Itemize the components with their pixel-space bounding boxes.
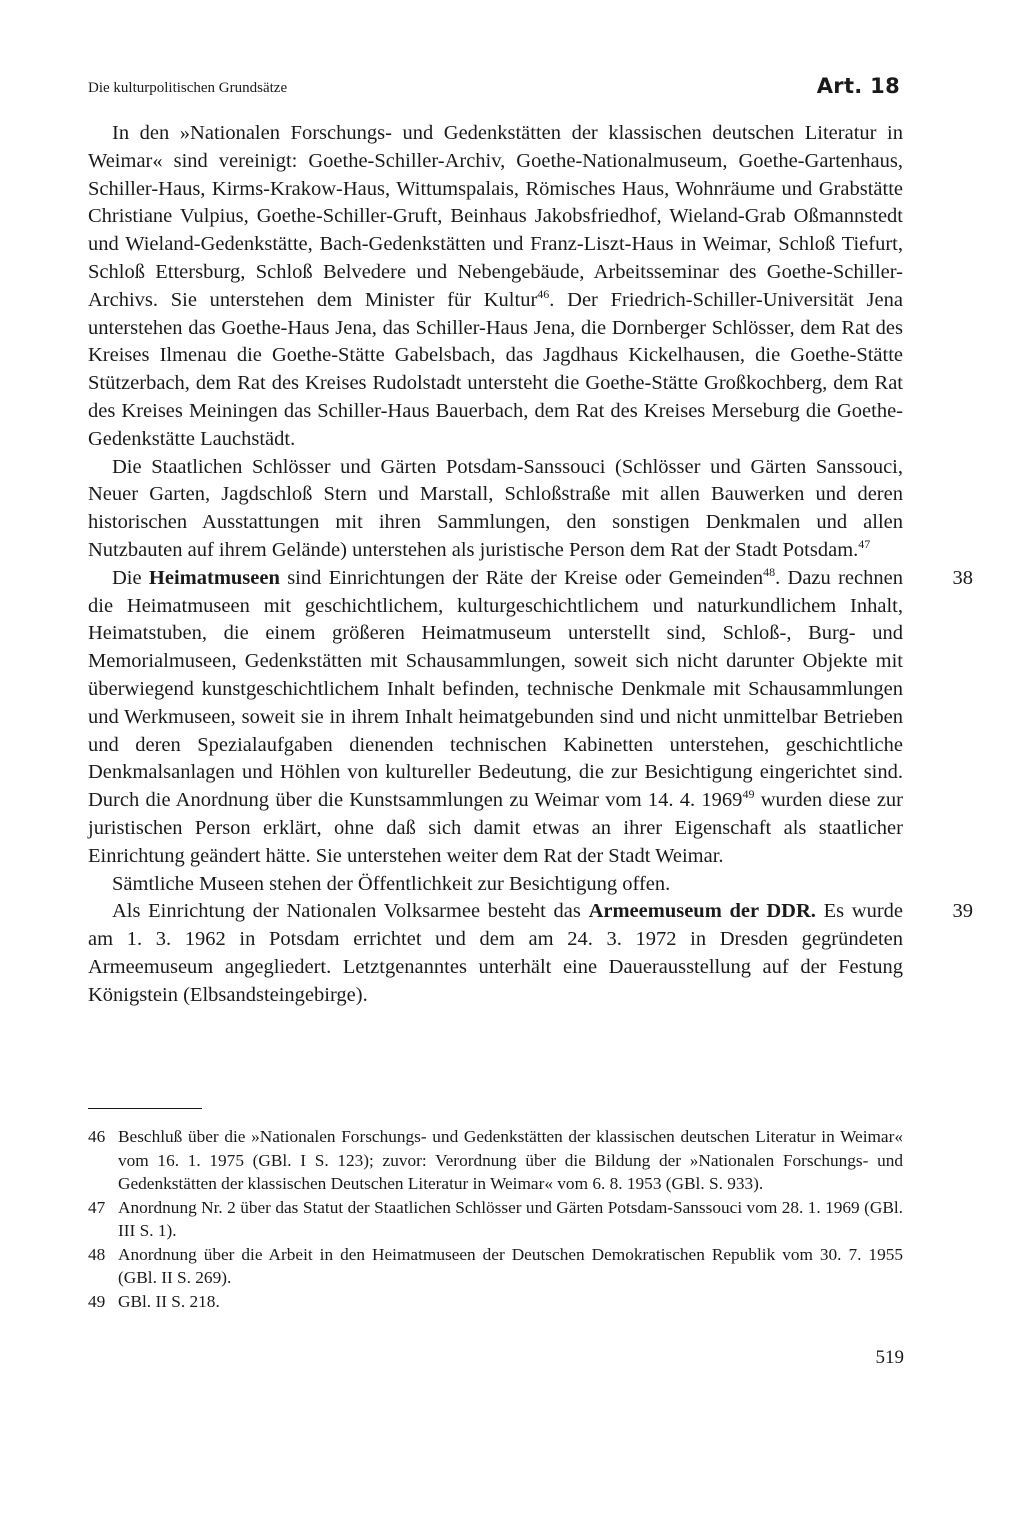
page-number: 519 xyxy=(875,1347,904,1368)
paragraph-text: Es wurde am 1. 3. 1962 in Potsdam errichtet und dem am 24. 3. 1972 in Dresden gegründeten Armeemuseum angegliedert. Letztgenanntes unterhält eine Dauerausstellung auf der Festung Königstein (Elbsandsteingebirge). xyxy=(88,900,903,1006)
paragraph-text: wurden diese zur juristischen Person erklärt, ohne daß sich damit etwas an ihrer Eigenschaft als staatlicher Einrichtung geändert hätte. Sie unterstehen weiter dem Rat der Stadt Weimar. xyxy=(88,789,904,867)
footnotes xyxy=(88,1125,903,1313)
paragraph xyxy=(88,120,903,454)
paragraph-text: . Der Friedrich-Schiller-Universität Jena unterstehen das Goethe-Haus Jena, das Schiller-Haus Jena, die Dornberger Schlösser, dem Rat des Kreises Ilmenau die Goethe-Stätte Gabelsbach, das Jagdhaus Kickelhausen, die Goethe-Stätte Stützerbach, dem Rat des Kreises Rudolstadt untersteht die Goethe-Stätte Großkochberg, dem Rat des Kreises Meiningen das Schiller-Haus Bauerbach, dem Rat des Kreises Merseburg die Goethe-Gedenkstätte Lauchstädt. xyxy=(88,288,903,450)
paragraph-text: Sämtliche Museen stehen der Öffentlichkeit zur Besichtigung offen. xyxy=(112,872,671,895)
footnote-number: 46 xyxy=(88,1127,106,1146)
footnote-text: Anordnung Nr. 2 über das Statut der Staatlichen Schlösser und Gärten Potsdam-Sanssouci vom 28. 1. 1969 (GBl. III S. 1). xyxy=(118,1197,903,1240)
paragraph-text: sind Einrichtungen der Räte der Kreise oder Gemeinden xyxy=(279,566,764,589)
footnote-reference: 47 xyxy=(858,537,871,552)
paragraph-text: In den »Nationalen Forschungs- und Gedenkstätten der klassischen deutschen Literatur in Weimar« sind vereinigt: Goethe-Schiller-Archiv, Goethe-Nationalmuseum, Goethe-Gartenhaus, Schiller-Haus, Kirms-Krakow-Haus, Wittumspalais, Römisches Haus, Wohnräume und Grabstätte Christiane Vulpius, Goethe-Schiller-Gruft, Beinhaus Jakobsfriedhof, Wieland-Grab Oßmannstedt und Wieland-Gedenkstätte, Bach-Gedenkstätten und Franz-Liszt-Haus in Weimar, Schloß Tiefurt, Schloß Ettersburg, Schloß Belvedere und Nebengebäude, Arbeitsseminar des Goethe-Schiller-Archivs. Sie unterstehen dem Minister für Kultur xyxy=(88,122,903,311)
running-head: Die kulturpolitischen Grundsätze xyxy=(88,80,288,96)
footnote xyxy=(88,1290,903,1314)
footnote-text: Beschluß über die »Nationalen Forschungs- und Gedenkstätten der klassischen deutschen Literatur in Weimar« vom 16. 1. 1975 (GBl. I S. 123); zuvor: Verordnung über die Bildung der »Nationalen Forschungs- und Gedenkstätten der klassischen Deutschen Literatur in Weimar« vom 6. 8. 1953 (GBl. S. 933). xyxy=(118,1127,903,1193)
paragraph-text: Die Staatlichen Schlösser und Gärten Potsdam-Sanssouci (Schlösser und Gärten Sanssouci, Neuer Garten, Jagdschloß Stern und Marstall, Schloßstraße mit allen Bauwerken und deren historischen Ausstattungen mit ihren Sammlungen, den sonstigen Denkmalen und allen Nutzbauten auf ihrem Gelände) unterstehen als juristische Person dem Rat der Stadt Potsdam. xyxy=(88,455,903,561)
footnote xyxy=(88,1125,903,1196)
bold-term: Armeemuseum der DDR. xyxy=(588,900,816,923)
footnote-reference: 48 xyxy=(763,564,776,579)
body-text xyxy=(88,120,973,1010)
footnote-text: GBl. II S. 218. xyxy=(118,1291,220,1311)
paragraph xyxy=(88,898,973,1009)
paragraph xyxy=(88,454,903,565)
bold-term: Heimatmuseen xyxy=(148,566,280,589)
footnote-number: 48 xyxy=(88,1244,106,1264)
paragraph-text: . Dazu rechnen die Heimatmuseen mit geschichtlichem, kulturgeschichtlichem und naturkundlichem Inhalt, Heimatstuben, die einem größeren Heimatmuseum unterstellt sind, Schloß-, Burg- und Memorialmuseen, Gedenkstätten mit Schausammlungen, soweit sich nicht darunter Objekte mit überwiegend kunstgeschichtlichem Inhalt befinden, technische Denkmale mit Schausammlungen und Werkmuseen, soweit sie in ihrem Inhalt heimatgebunden sind und nicht unmittelbar Betrieben und deren Spezialaufgaben dienenden technischen Kabinetten unterstehen, geschichtliche Denkmalsanlagen und Höhlen von kultureller Bedeutung, die zur Besichtigung eingerichtet sind. Durch die Anordnung über die Kunstsammlungen zu Weimar vom 14. 4. 1969 xyxy=(88,566,903,812)
footnote-reference: 46 xyxy=(537,286,550,301)
footnote-number: 49 xyxy=(88,1291,106,1311)
paragraph xyxy=(88,871,903,899)
margin-number: 39 xyxy=(952,900,973,923)
footnote-number: 47 xyxy=(88,1197,106,1217)
article-label: Art. 18 xyxy=(816,74,900,98)
margin-number: 38 xyxy=(952,566,973,589)
footnote-text: Anordnung über die Arbeit in den Heimatmuseen der Deutschen Demokratischen Republik vom 30. 7. 1955 (GBl. II S. 269). xyxy=(118,1244,903,1287)
footnote-rule xyxy=(88,1108,202,1109)
footnote xyxy=(88,1196,903,1243)
paragraph-text: Als Einrichtung der Nationalen Volksarmee besteht das xyxy=(112,900,589,923)
paragraph xyxy=(88,564,973,871)
paragraph-text: Die xyxy=(112,566,149,589)
footnote-reference: 49 xyxy=(742,787,755,802)
footnote xyxy=(88,1243,903,1290)
